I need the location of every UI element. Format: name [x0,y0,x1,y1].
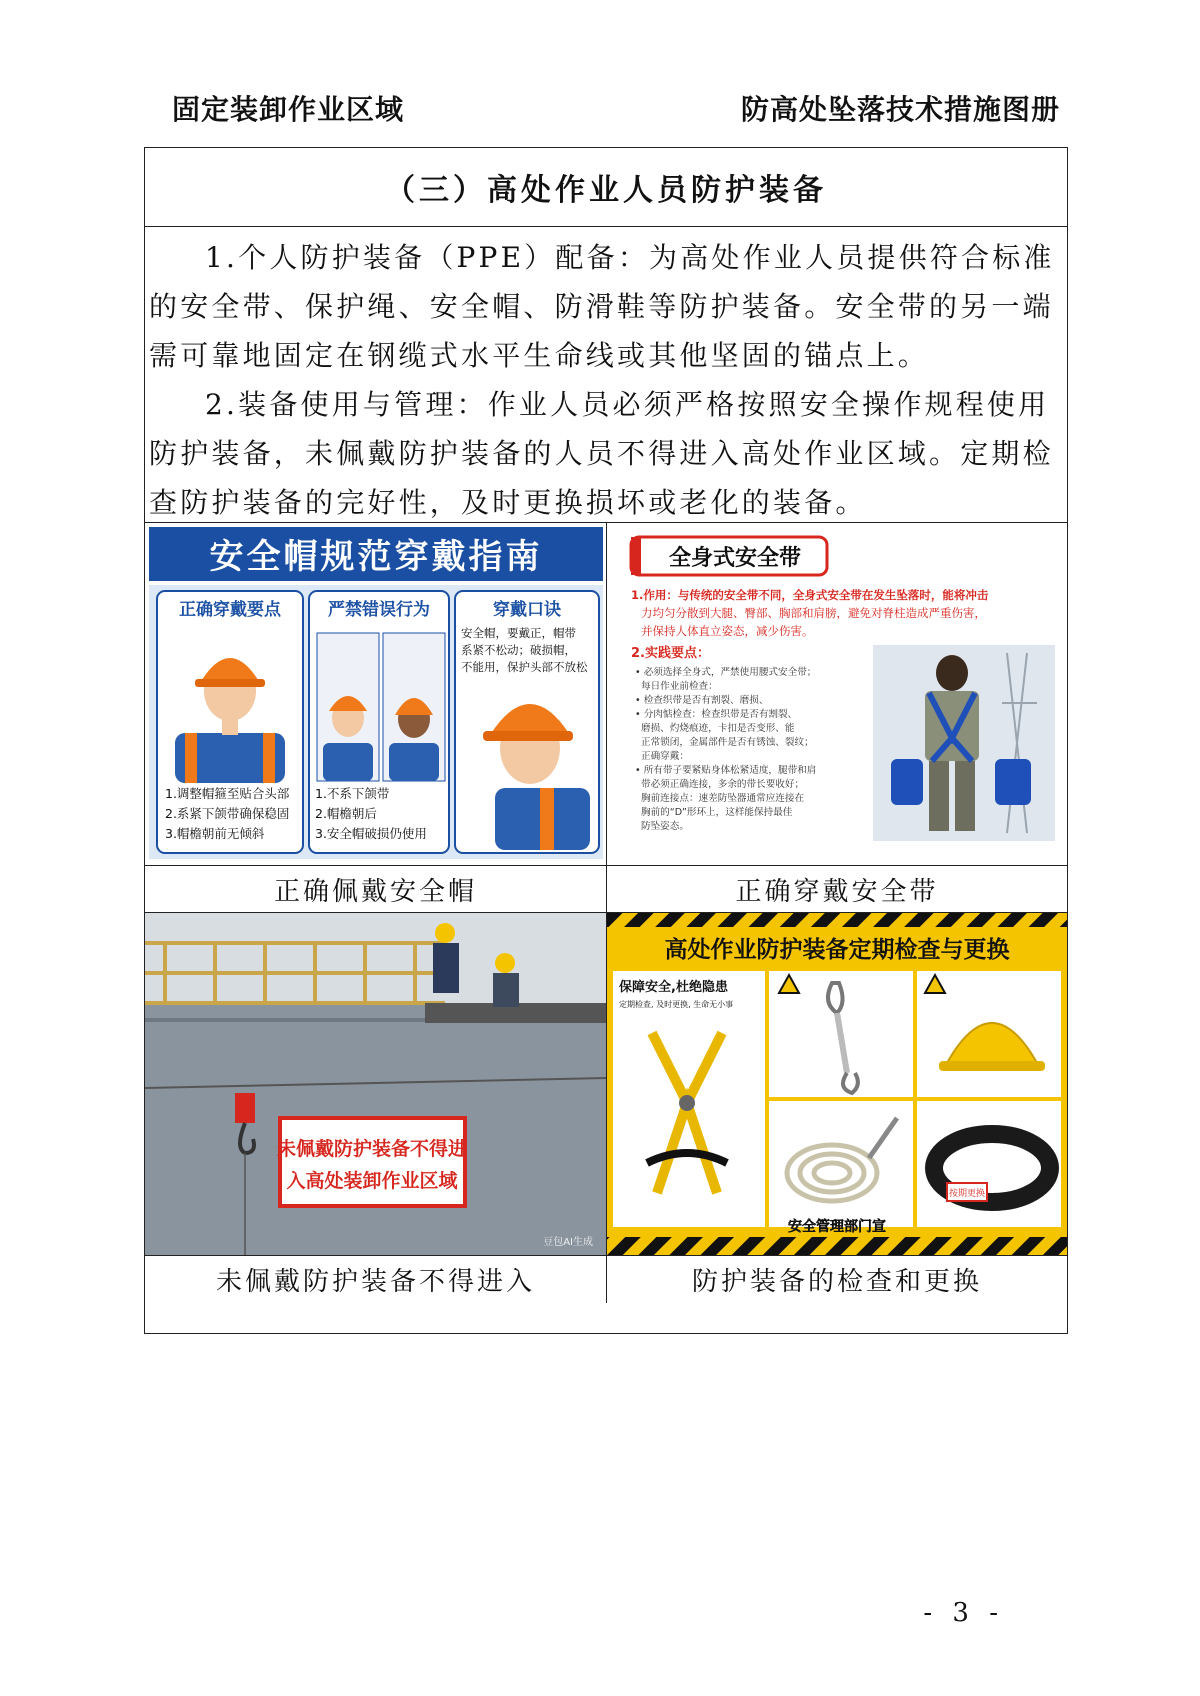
inspect-sub-1: 保障安全,杜绝隐患 [619,980,728,995]
harness-worker-photo [873,645,1055,841]
caption-1: 正确佩戴安全帽 [145,865,607,913]
harness-p1-line-3: 并保持人体直立姿态，减少伤害。 [641,624,814,638]
helmet-banner: 安全帽规范穿戴指南 [209,537,543,577]
helmet-col2-title: 严禁错误行为 [328,600,430,620]
harness-p2-line-4: • 分肉惦检查：检查织带是否有割裂、 [635,709,798,720]
inspection-image [607,913,1067,1255]
sign-line-2: 入高处装卸作业区域 [286,1170,458,1192]
harness-guide-image [607,523,1067,865]
harness-p2-line-6: 正常锁闭，金属部件是否有锈蚀、裂纹； [641,737,814,748]
image-grid [145,523,1067,1303]
helmet-col3-title: 穿戴口诀 [493,600,561,620]
helmet-col3-line-3: 不能用，保护头部不放松 [461,660,588,674]
helmet-col1-title: 正确穿戴要点 [179,600,281,620]
caption-4: 防护装备的检查和更换 [607,1255,1067,1303]
harness-p2-line-7: 正确穿戴： [641,751,689,762]
content-table [144,147,1068,1334]
inspect-footer: 安全管理部门宣 [788,1219,886,1235]
sign-line-1: 未佩戴防护装备不得进 [276,1138,468,1160]
harness-p2-line-11: 胸前的“D”形环上，这样能保持最佳 [641,807,793,818]
inspect-title: 高处作业防护装备定期检查与更换 [664,937,1010,963]
helmet-col1-item-2: 2.系紧下颌带确保稳固 [165,806,290,821]
caption-3: 未佩戴防护装备不得进入 [145,1255,607,1303]
harness-p2-line-8: • 所有带子要紧贴身体松紧适度，腿带和肩 [635,765,817,776]
body-text [145,227,1067,523]
helmet-col2-item-1: 1.不系下颌带 [315,786,390,801]
inspect-sub-2: 定期检查, 及时更换, 生命无小事 [619,1000,734,1009]
sign-watermark: 豆包AI生成 [543,1237,593,1248]
helmet-col2-item-3: 3.安全帽破损仍使用 [315,826,427,841]
header-right: 防高处坠落技术措施图册 [740,93,1060,126]
helmet-col2-item-2: 2.帽檐朝后 [315,806,377,821]
header-left: 固定装卸作业区域 [172,93,405,126]
helmet-col1-item-3: 3.帽檐朝前无倾斜 [165,826,265,841]
helmet-col3-line-1: 安全帽，要戴正，帽带 [461,626,576,640]
page-number: - 3 - [923,1598,1004,1628]
paragraph-2: 2.装备使用与管理：作业人员必须严格按照安全操作规程使用防护装备，未佩戴防护装备的人员不得进入高处作业区域。定期检查防护装备的完好性，及时更换损坏或老化的装备。 [149,388,1054,519]
harness-p1-line-2: 力均匀分散到大腿、臀部、胸部和肩膀，避免对脊柱造成严重伤害， [641,606,986,620]
harness-title: 全身式安全带 [668,546,802,571]
helmet-col3-line-2: 系紧不松动；破损帽， [461,643,576,657]
harness-p2-line-5: 磨损、灼烧痕迹，卡扣是否变形、能 [641,723,795,734]
harness-p2-line-9: 带必须正确连接，多余的带长要收好； [641,779,805,790]
section-title: （三）高处作业人员防护装备 [145,148,1067,227]
harness-p2-line-2: 每日作业前检查： [641,681,718,692]
harness-p2-line-3: • 检查织带是否有割裂、磨损、 [635,695,769,706]
helmet-guide-image [145,523,607,865]
inspect-tag: 按期更换 [948,1189,986,1199]
harness-p1-line-1: 1.作用：与传统的安全带不同，全身式安全带在发生坠落时，能将冲击 [631,588,989,602]
harness-p2-line-12: 防坠姿态。 [641,821,689,832]
caption-2: 正确穿戴安全带 [607,865,1067,913]
paragraph-1: 1.个人防护装备（PPE）配备：为高处作业人员提供符合标准的安全带、保护绳、安全帽、防滑鞋等防护装备。安全带的另一端需可靠地固定在钢缆式水平生命线或其他坚固的锚点上。 [149,241,1055,372]
harness-p2-line-10: 胸前连接点：速差防坠器通常应连接在 [641,793,805,804]
harness-p2-line-1: • 必须选择全身式，严禁使用腰式安全带； [635,667,817,678]
sign-photo-image [145,913,607,1255]
helmet-col1-item-1: 1.调整帽箍至贴合头部 [165,786,290,801]
harness-p2-title: 2.实践要点： [631,646,710,661]
